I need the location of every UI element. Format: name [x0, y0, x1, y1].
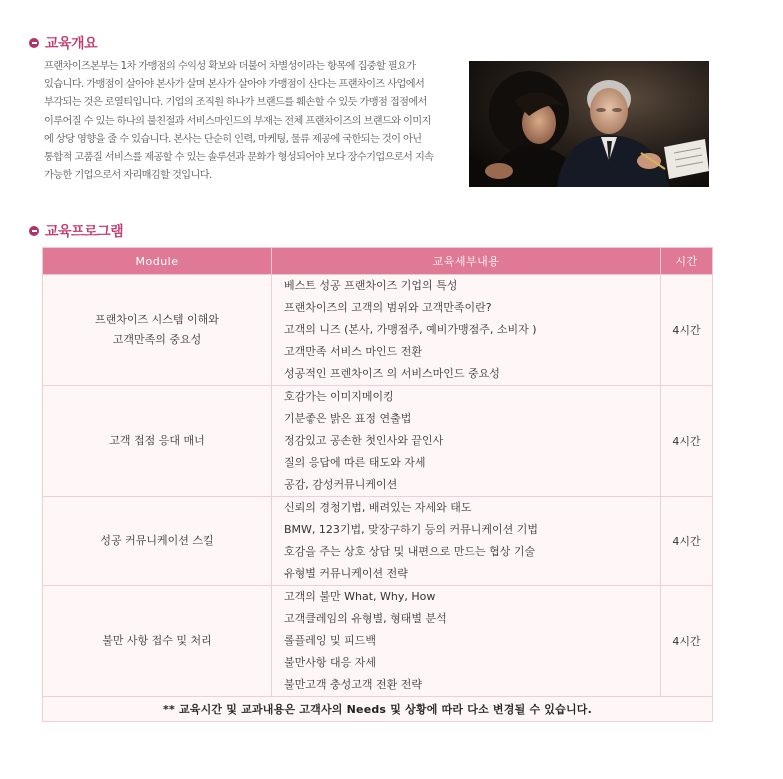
table-row: [43, 275, 713, 386]
header-details: 교육세부내용: [272, 248, 661, 275]
details-cell: [272, 386, 661, 497]
detail-item: 베스트 성공 프랜차이즈 기업의 특성: [284, 279, 458, 292]
detail-item: 롤플레잉 및 피드백: [284, 634, 377, 647]
module-label: 성공 커뮤니케이션 스킬: [100, 534, 214, 547]
detail-item: 유형별 커뮤니케이션 전략: [284, 567, 408, 580]
note-row: [43, 697, 713, 722]
table-note: ** 교육시간 및 교과내용은 고객사의 Needs 및 상황에 따라 다소 변경될 수 있습니다.: [43, 697, 713, 722]
detail-item: 호감가는 이미지메이킹: [284, 390, 394, 403]
table-row: [43, 586, 713, 697]
detail-item: 공감, 감성커뮤니케이션: [284, 478, 398, 491]
module-cell: [43, 497, 272, 586]
hours-cell: 4시간: [661, 275, 713, 386]
minus-circle-icon: [29, 226, 39, 236]
overview-line: 가능한 기업으로서 자리매김할 것입니다.: [44, 170, 212, 182]
detail-item: 기분좋은 밝은 표정 연출법: [284, 412, 412, 425]
detail-item: 프랜차이즈의 고객의 범위와 고객만족이란?: [284, 301, 492, 314]
details-cell: [272, 275, 661, 386]
header-module: Module: [43, 248, 272, 275]
table-header-row: [43, 248, 713, 275]
overview-paragraph: [44, 58, 454, 185]
detail-item: BMW, 123기법, 맞장구하기 등의 커뮤니케이션 기법: [284, 523, 539, 536]
section-header-overview: [29, 33, 97, 53]
table-row: [43, 386, 713, 497]
overview-line: 있습니다. 가맹점이 살아야 본사가 살며 본사가 살아야 가맹점이 산다는 프랜차이즈 사업에서: [44, 79, 425, 91]
overview-line: 에 상당 영향을 줄 수 있습니다. 본사는 단순히 인력, 마케팅, 물류 제공에 국한되는 것이 아닌: [44, 133, 422, 145]
overview-line: 프랜차이즈본부는 1차 가맹점의 수익성 확보와 더불어 차별성이라는 항목에 집중할 필요가: [44, 61, 416, 72]
module-cell: [43, 386, 272, 497]
minus-circle-icon: [29, 38, 39, 48]
program-table: [42, 247, 713, 722]
hours-cell: 4시간: [661, 497, 713, 586]
detail-item: 고객의 니즈 (본사, 가맹점주, 예비가맹점주, 소비자 ): [284, 323, 537, 336]
detail-item: 불만사항 대응 자세: [284, 656, 377, 669]
details-cell: [272, 586, 661, 697]
section-header-program: [29, 221, 123, 241]
module-cell: [43, 586, 272, 697]
hours-cell: 4시간: [661, 386, 713, 497]
detail-item: 신뢰의 경청기법, 배려있는 자세와 태도: [284, 501, 472, 514]
overview-line: 이루어질 수 있는 하나의 불친절과 서비스마인드의 부재는 전체 프랜차이즈의 브랜드와 이미지: [44, 115, 431, 127]
overview-line: 통합적 고품질 서비스를 제공할 수 있는 솔루션과 문화가 형성되어야 보다 장수기업으로서 지속: [44, 152, 434, 164]
module-label: 프랜차이즈 시스템 이해와: [95, 313, 219, 326]
detail-item: 질의 응답에 따른 태도와 자세: [284, 456, 426, 469]
section-title-overview: 교육개요: [45, 36, 98, 52]
photo-illustration: [469, 61, 709, 187]
details-cell: [272, 497, 661, 586]
header-hours: 시간: [661, 248, 713, 275]
module-label: 불만 사항 접수 및 처리: [102, 634, 212, 647]
module-label: 고객만족의 중요성: [112, 333, 202, 346]
detail-item: 고객만족 서비스 마인드 전환: [284, 345, 423, 358]
business-meeting-photo: [469, 61, 709, 187]
detail-item: 성공적인 프렌차이즈 의 서비스마인드 중요성: [284, 367, 500, 380]
table-row: [43, 497, 713, 586]
detail-item: 정감있고 공손한 첫인사와 끝인사: [284, 434, 444, 447]
detail-item: 호감을 주는 상호 상담 및 내편으로 만드는 협상 기술: [284, 545, 536, 558]
module-label: 고객 접점 응대 매너: [109, 434, 205, 447]
module-cell: [43, 275, 272, 386]
section-title-program: 교육프로그램: [45, 224, 124, 240]
detail-item: 고객클레임의 유형별, 형태별 분석: [284, 612, 447, 625]
overview-line: 부각되는 것은 로열티입니다. 기업의 조직원 하나가 브랜드를 훼손할 수 있듯 가맹점 접점에서: [44, 97, 427, 109]
hours-cell: 4시간: [661, 586, 713, 697]
detail-item: 불만고객 충성고객 전환 전략: [284, 678, 423, 691]
detail-item: 고객의 불만 What, Why, How: [284, 590, 436, 603]
